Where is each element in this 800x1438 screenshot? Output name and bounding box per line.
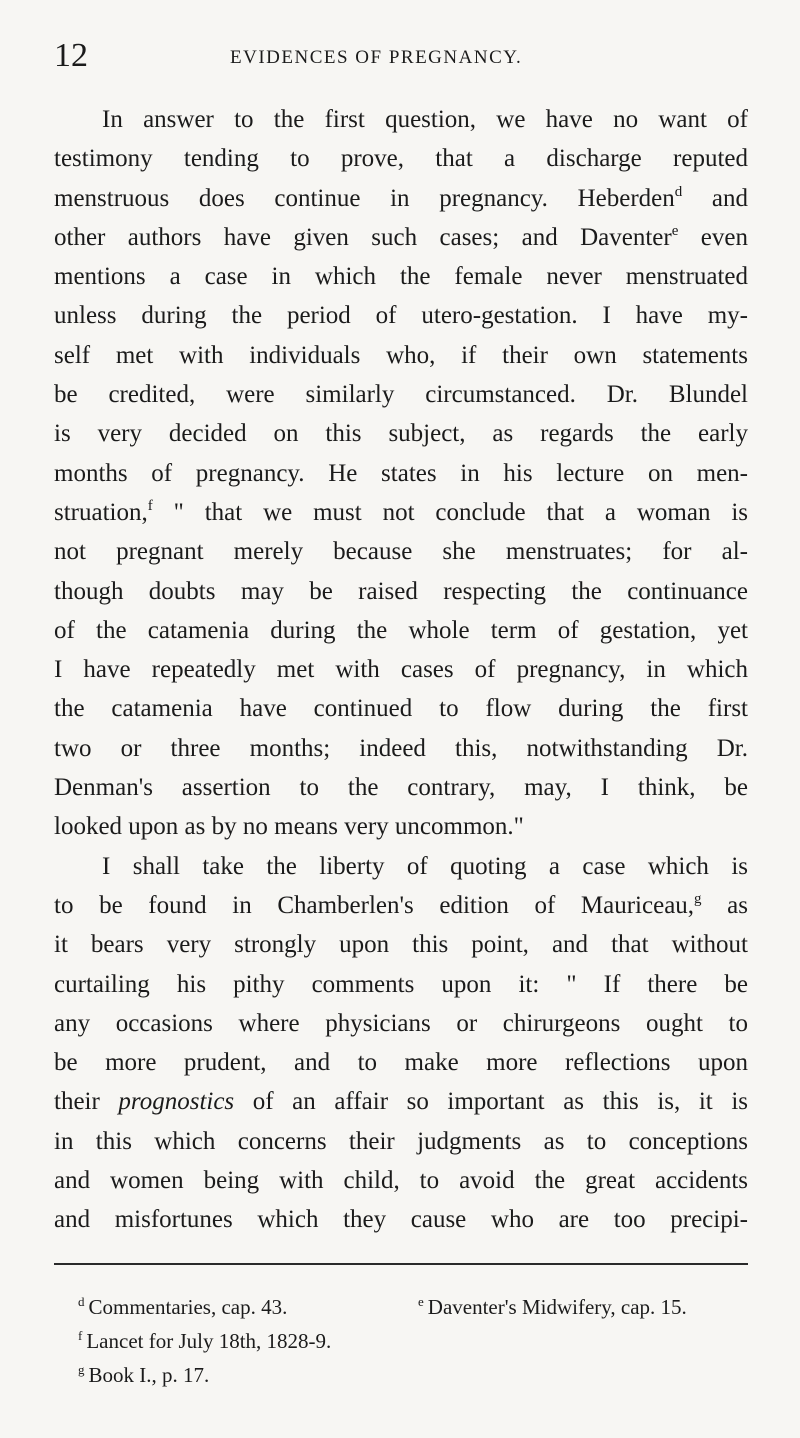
text-line: be more prudent, and to make more reflections upon [54,1049,748,1077]
text-line: their prognostics of an affair so important as this is, it is [54,1088,748,1116]
text-line: and misfortunes which they cause who are too precipi- [54,1206,748,1234]
text-line: and women being with child, to avoid the great accidents [54,1167,748,1195]
text-line: two or three months; indeed this, notwithstanding Dr. [54,734,748,762]
text-line: curtailing his pithy comments upon it: " If there be [54,970,748,998]
text-line: looked upon as by no means very uncommon." [54,813,524,841]
footnote-g: $^g$ Book I., p. 17. [78,1362,210,1387]
text-line: other authors have given such cases; and Daventer$^e$ even [54,222,748,251]
text-line: months of pregnancy. He states in his lecture on men- [54,459,748,487]
text-line: mentions a case in which the female never menstruated [54,263,748,291]
footnote-ref-d: d [674,183,683,200]
text-line: I have repeatedly met with cases of pregnancy, in which [54,656,748,684]
text-line: menstruous does continue in pregnancy. Heberden$^d$ and [54,183,748,212]
italic-word: prognostics [99,1088,235,1116]
text-line: to be found in Chamberlen's edition of Mauriceau,$^g$ as [54,890,749,919]
text-line: not pregnant merely because she menstruates; for al- [54,538,748,566]
running-head: EVIDENCES OF PREGNANCY. [230,47,523,68]
footnote-line [78,1358,748,1392]
footnote-ref-g: g [694,890,702,907]
footnotes [78,1290,748,1392]
text-line: be credited, were similarly circumstanced. Dr. Blundel [54,381,748,409]
footnote-d: $^d$ Commentaries, cap. 43. [78,1294,288,1319]
text-line: I shall take the liberty of quoting a case which is [102,852,748,880]
text-line: testimony tending to prove, that a discharge reputed [54,145,748,173]
footnote-ref-f: f [147,497,153,514]
text-line: Denman's assertion to the contrary, may, I think, be [54,774,748,802]
text-line: the catamenia have continued to flow during the first [54,695,748,723]
text-line: of the catamenia during the whole term of gestation, yet [54,616,748,644]
footnote-divider [54,1263,748,1265]
text-line: in this which concerns their judgments as to conceptions [54,1127,748,1155]
text-line: is very decided on this subject, as regards the early [54,420,748,448]
footnote-line [78,1324,748,1358]
body-text [54,100,748,1240]
text-line: though doubts may be raised respecting the continuance [54,577,748,605]
text-line: struation,$^f$ " that we must not conclude that a woman is [54,497,748,526]
text-line: it bears very strongly upon this point, and that without [54,931,748,959]
page-header [54,36,760,76]
text-line: any occasions where physicians or chirurgeons ought to [54,1009,748,1037]
text-line: In answer to the first question, we have no want of [102,106,748,133]
text-line: unless during the period of utero-gestation. I have my- [54,302,748,330]
footnote-line [78,1290,748,1324]
footnote-ref-e: e [671,222,679,239]
footnote-f: $^f$ Lancet for July 18th, 1828-9. [78,1328,332,1353]
text-line: self met with individuals who, if their own statements [54,341,748,369]
page-number: 12 [54,37,88,74]
footnote-e: $^e$ Daventer's Midwifery, cap. 15. [418,1294,687,1319]
